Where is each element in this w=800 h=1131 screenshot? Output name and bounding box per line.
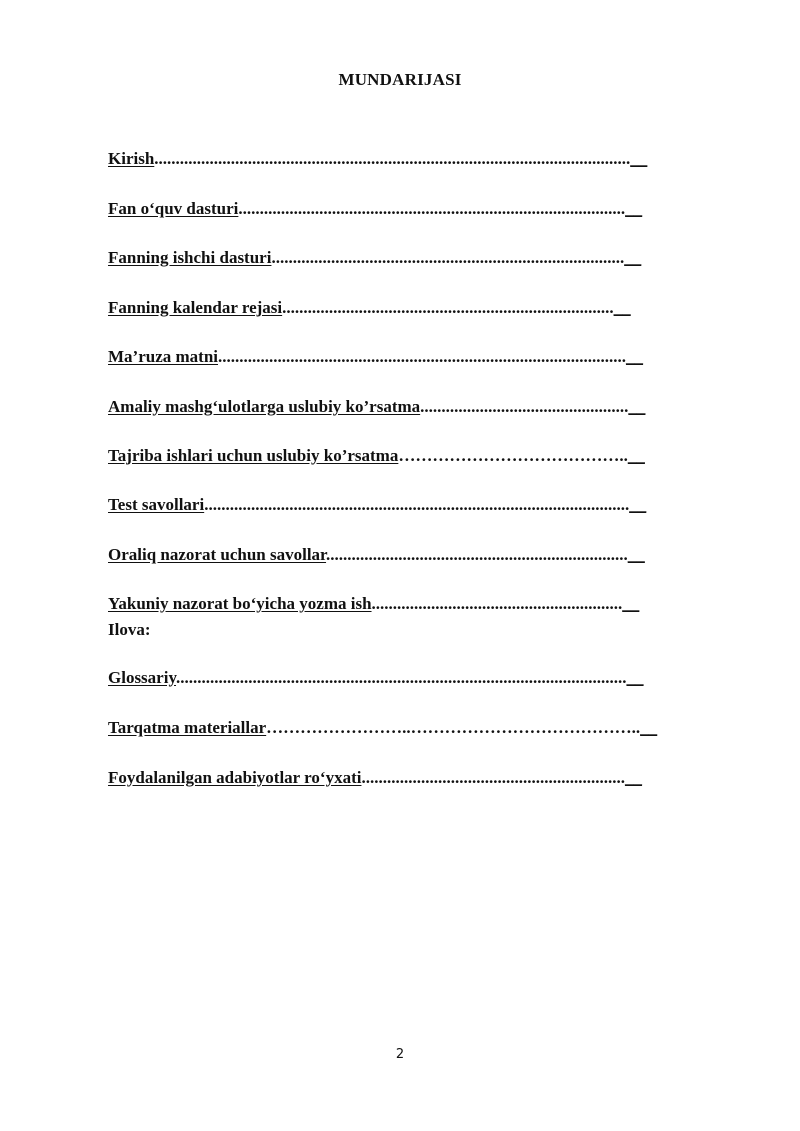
toc-entry <box>108 248 641 268</box>
toc-entry-page: __ <box>613 298 631 317</box>
toc-entry <box>108 446 645 466</box>
appendix-heading: Ilova: <box>108 620 151 639</box>
toc-entry-page: __ <box>622 594 640 613</box>
toc-entry-label: Oraliq nazorat uchun savollar <box>108 545 327 564</box>
page-title: MUNDARIJASI <box>338 70 462 89</box>
toc-entry-label: Amaliy mashg‘ulotlarga uslubiy ko’rsatma <box>108 397 421 416</box>
toc-entry-page: __ <box>626 668 644 687</box>
toc-entry <box>108 347 643 367</box>
toc-entry-page: __ <box>640 718 658 737</box>
toc-entry-leader: ........................................................... <box>371 594 623 613</box>
toc-entry-label: Fan o‘quv dasturi <box>108 199 239 218</box>
toc-entry-page: __ <box>628 397 646 416</box>
toc-entry-page: __ <box>626 347 644 366</box>
toc-entry-page: __ <box>630 149 648 168</box>
toc-entry-label: Yakuniy nazorat bo‘yicha yozma ish <box>108 594 372 613</box>
toc-entry-label: Glossariy <box>108 668 177 687</box>
toc-entry <box>108 149 647 169</box>
toc-entry-page: __ <box>625 199 643 218</box>
toc-entry <box>108 545 645 565</box>
toc-entry-label: Ma’ruza matni <box>108 347 219 366</box>
toc-entry-label: Fanning kalendar rejasi <box>108 298 283 317</box>
toc-entry <box>108 718 657 738</box>
toc-entry-leader: ................................................................................... <box>271 248 625 267</box>
toc-entry-leader: ………………………………….. <box>398 446 628 465</box>
toc-entry-label: Test savollari <box>108 495 205 514</box>
toc-entry <box>108 668 644 688</box>
toc-entry-page: __ <box>629 495 647 514</box>
toc-entry-leader: ....................................................................... <box>326 545 628 564</box>
toc-entry-page: __ <box>624 768 642 787</box>
toc-entry-leader: ................................................. <box>420 397 629 416</box>
toc-entry-label: Tarqatma materiallar <box>108 718 267 737</box>
toc-entry-page: __ <box>627 446 645 465</box>
toc-entry-leader: ................................................................................................................ <box>154 149 631 168</box>
toc-entry-leader: .............................................................................. <box>282 298 614 317</box>
toc-entry-label: Foydalanilgan adabiyotlar ro‘yxati <box>108 768 362 787</box>
toc-entry-leader: .................................................................................................... <box>204 495 630 514</box>
toc-entry-label: Tajriba ishlari uchun uslubiy ko’rsatma <box>108 446 399 465</box>
toc-entry <box>108 397 645 417</box>
toc-entry-label: Fanning ishchi dasturi <box>108 248 272 267</box>
toc-entry-leader: ……………………..………………………………….. <box>266 718 641 737</box>
toc-entry-page: __ <box>627 545 645 564</box>
page-number: 2 <box>395 1047 405 1062</box>
toc-entry <box>108 298 631 318</box>
toc-entry-label: Kirish <box>108 149 155 168</box>
toc-entry <box>108 594 639 614</box>
toc-entry-leader: ........................................................................................... <box>238 199 626 218</box>
toc-entry <box>108 495 646 515</box>
toc-entry <box>108 768 642 788</box>
toc-entry-page: __ <box>624 248 642 267</box>
toc-entry-leader: .......................................................................................................... <box>176 668 627 687</box>
toc-entry <box>108 199 642 219</box>
toc-entry-leader: .............................................................. <box>361 768 625 787</box>
toc-entry-leader: ................................................................................................ <box>218 347 627 366</box>
